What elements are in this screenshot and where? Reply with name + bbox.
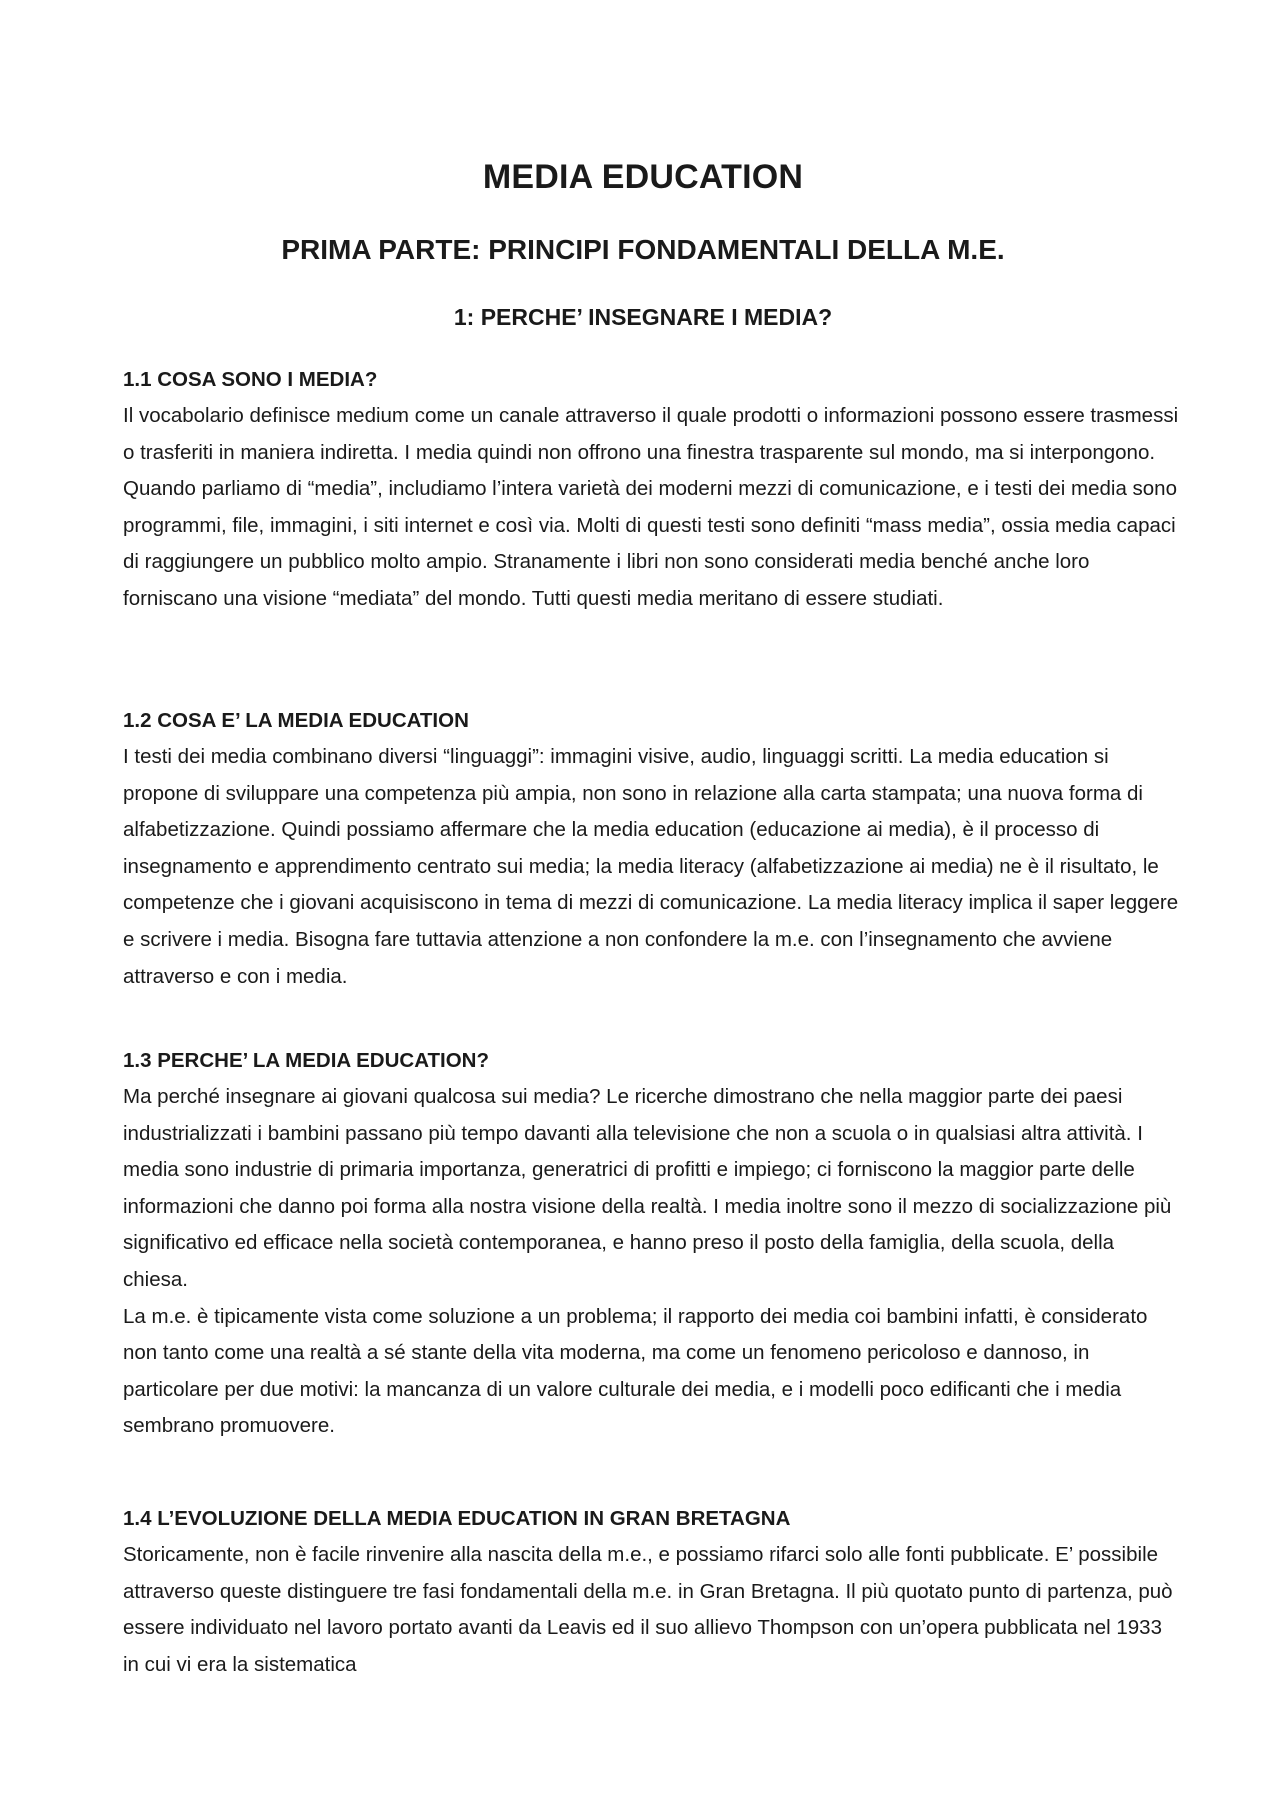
document-subtitle: PRIMA PARTE: PRINCIPI FONDAMENTALI DELLA M.E. bbox=[281, 234, 1005, 265]
section-1-4 bbox=[123, 1501, 1183, 1683]
section-paragraph: La m.e. è tipicamente vista come soluzione a un problema; il rapporto dei media coi bambini infatti, è considerato non tanto come una realtà a sé stante della vita moderna, ma come un fenomeno pericoloso e dannoso, in particolare per due motivi: la mancanza di un valore culturale dei media, e i modelli poco edificanti che i media sembrano promuovere. bbox=[123, 1304, 1148, 1438]
section-1-3 bbox=[123, 1043, 1183, 1445]
chapter-heading: 1: PERCHE’ INSEGNARE I MEDIA? bbox=[453, 304, 833, 330]
section-heading: 1.1 COSA SONO I MEDIA? bbox=[123, 368, 378, 391]
section-heading: 1.4 L’EVOLUZIONE DELLA MEDIA EDUCATION IN GRAN BRETAGNA bbox=[123, 1507, 791, 1530]
section-heading: 1.2 COSA E’ LA MEDIA EDUCATION bbox=[123, 709, 469, 732]
section-paragraph: Quando parliamo di “media”, includiamo l’intera varietà dei moderni mezzi di comunicazione, e i testi dei media sono programmi, file, immagini, i siti internet e così via. Molti di questi testi sono definiti “mass media”, ossia media capaci di raggiungere un pubblico molto ampio. Stranamente i libri non sono considerati media benché anche loro forniscano una visione “mediata” del mondo. Tutti questi media meritano di essere studiati. bbox=[123, 477, 1177, 610]
section-1-1 bbox=[123, 362, 1183, 618]
section-paragraph: Il vocabolario definisce medium come un canale attraverso il quale prodotti o informazioni possono essere trasmessi o trasferiti in maniera indiretta. I media quindi non offrono una finestra trasparente sul mondo, ma si interpongono. bbox=[123, 404, 1179, 464]
section-heading: 1.3 PERCHE’ LA MEDIA EDUCATION? bbox=[123, 1049, 489, 1072]
section-paragraph: I testi dei media combinano diversi “linguaggi”: immagini visive, audio, linguaggi scritti. La media education si propone di sviluppare una competenza più ampia, non sono in relazione alla carta stampata; una nuova forma di alfabetizzazione. Quindi possiamo affermare che la media education (educazione ai media), è il processo di insegnamento e apprendimento centrato sui media; la media literacy (alfabetizzazione ai media) ne è il risultato, le competenze che i giovani acquisiscono in tema di mezzi di comunicazione. La media literacy implica il saper leggere e scrivere i media. Bisogna fare tuttavia attenzione a non confondere la m.e. con l’insegnamento che avviene attraverso e con i media. bbox=[123, 745, 1179, 988]
document-title: MEDIA EDUCATION bbox=[482, 158, 804, 196]
section-paragraph: Ma perché insegnare ai giovani qualcosa sui media? Le ricerche dimostrano che nella maggior parte dei paesi industrializzati i bambini passano più tempo davanti alla televisione che non a scuola o in qualsiasi altra attività. I media sono industrie di primaria importanza, generatrici di profitti e impiego; ci forniscono la maggior parte delle informazioni che danno poi forma alla nostra visione della realtà. I media inoltre sono il mezzo di socializzazione più significativo ed efficace nella società contemporanea, e hanno preso il posto della famiglia, della scuola, della chiesa. bbox=[123, 1085, 1172, 1291]
section-1-2 bbox=[123, 703, 1183, 995]
section-paragraph: Storicamente, non è facile rinvenire alla nascita della m.e., e possiamo rifarci solo alle fonti pubblicate. E’ possibile attraverso queste distinguere tre fasi fondamentali della m.e. in Gran Bretagna. Il più quotato punto di partenza, può essere individuato nel lavoro portato avanti da Leavis ed il suo allievo Thompson con un’opera pubblicata nel 1933 in cui vi era la sistematica bbox=[123, 1543, 1173, 1676]
